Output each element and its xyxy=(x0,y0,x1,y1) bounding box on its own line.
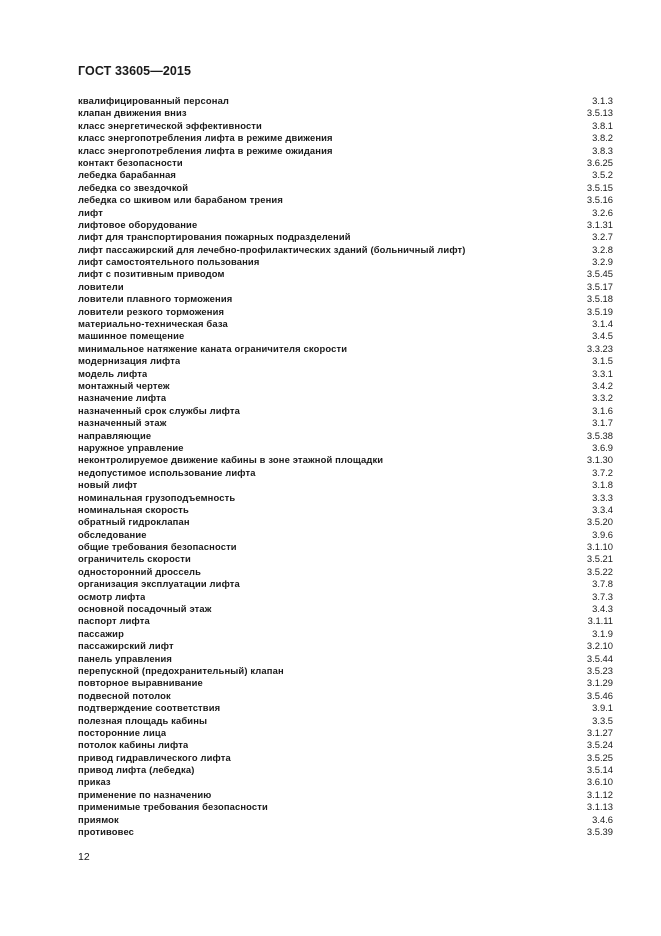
index-ref-number: 3.6.25 xyxy=(586,156,613,168)
index-entry xyxy=(78,132,613,144)
index-term: организация эксплуатации лифта xyxy=(78,578,240,590)
index-entry xyxy=(78,281,613,293)
index-ref-number: 3.3.23 xyxy=(586,342,613,354)
index-term: обследование xyxy=(78,528,147,540)
index-entry xyxy=(78,120,613,132)
index-ref-number: 3.9.1 xyxy=(592,702,613,714)
index-entry xyxy=(78,380,613,392)
index-entry xyxy=(78,207,613,219)
index-ref-number: 3.5.19 xyxy=(586,305,613,317)
index-entry xyxy=(78,529,613,541)
index-entry xyxy=(78,182,613,194)
index-ref-number: 3.9.6 xyxy=(592,528,613,540)
index-term: привод гидравлического лифта xyxy=(78,751,231,763)
index-ref-number: 3.8.3 xyxy=(592,144,613,156)
index-term: номинальная скорость xyxy=(78,503,189,515)
index-term: наружное управление xyxy=(78,441,184,453)
index-term: приказ xyxy=(78,776,111,788)
index-entry xyxy=(78,727,613,739)
index-ref-number: 3.6.9 xyxy=(592,441,613,453)
index-ref-number: 3.5.39 xyxy=(586,826,613,838)
index-ref-number: 3.7.8 xyxy=(592,578,613,590)
index-term: лебедка барабанная xyxy=(78,169,177,181)
index-term: привод лифта (лебедка) xyxy=(78,764,195,776)
index-term: применимые требования безопасности xyxy=(78,801,268,813)
index-entry xyxy=(78,169,613,181)
index-term: новый лифт xyxy=(78,479,138,491)
index-term: ловители резкого торможения xyxy=(78,305,225,317)
index-entry xyxy=(78,801,613,813)
index-ref-number: 3.7.3 xyxy=(592,590,613,602)
index-entry xyxy=(78,752,613,764)
index-term: модель лифта xyxy=(78,367,148,379)
index-term: полезная площадь кабины xyxy=(78,714,208,726)
index-term: общие требования безопасности xyxy=(78,541,237,553)
index-entry xyxy=(78,244,613,256)
index-ref-number: 3.1.30 xyxy=(586,454,613,466)
index-ref-number: 3.1.27 xyxy=(586,726,613,738)
index-entry xyxy=(78,492,613,504)
index-ref-number: 3.7.2 xyxy=(592,466,613,478)
index-term: ловители xyxy=(78,280,124,292)
index-entry xyxy=(78,591,613,603)
index-ref-number: 3.2.7 xyxy=(592,231,613,243)
index-ref-number: 3.6.10 xyxy=(586,776,613,788)
index-ref-number: 3.5.17 xyxy=(586,280,613,292)
index-ref-number: 3.5.38 xyxy=(586,429,613,441)
index-ref-number: 3.2.9 xyxy=(592,256,613,268)
index-ref-number: 3.4.5 xyxy=(592,330,613,342)
index-entry xyxy=(78,789,613,801)
index-entry xyxy=(78,479,613,491)
index-entry xyxy=(78,256,613,268)
index-term: лифт для транспортирования пожарных подразделений xyxy=(78,231,351,243)
index-entry xyxy=(78,194,613,206)
index-entry xyxy=(78,318,613,330)
index-term: подвесной потолок xyxy=(78,689,171,701)
index-entry xyxy=(78,739,613,751)
index-entry xyxy=(78,454,613,466)
index-term: назначение лифта xyxy=(78,392,167,404)
index-term: лифтовое оборудование xyxy=(78,218,198,230)
index-entry xyxy=(78,814,613,826)
index-entry xyxy=(78,219,613,231)
index-ref-number: 3.2.8 xyxy=(592,243,613,255)
index-term: ловители плавного торможения xyxy=(78,293,233,305)
index-term: клапан движения вниз xyxy=(78,107,187,119)
index-ref-number: 3.3.5 xyxy=(592,714,613,726)
index-entry xyxy=(78,355,613,367)
index-term: материально-техническая база xyxy=(78,318,228,330)
index-term: подтверждение соответствия xyxy=(78,702,221,714)
index-term: лифт пассажирский для лечебно-профилактических зданий (больничный лифт) xyxy=(78,243,466,255)
index-ref-number: 3.1.9 xyxy=(592,627,613,639)
index-ref-number: 3.4.6 xyxy=(592,813,613,825)
index-entry xyxy=(78,628,613,640)
index-ref-number: 3.5.21 xyxy=(586,553,613,565)
index-ref-number: 3.3.3 xyxy=(592,491,613,503)
index-ref-number: 3.3.4 xyxy=(592,503,613,515)
index-term: лифт xyxy=(78,206,103,218)
index-ref-number: 3.1.12 xyxy=(586,788,613,800)
index-term: лифт с позитивным приводом xyxy=(78,268,225,280)
index-term: минимальное натяжение каната ограничителя скорости xyxy=(78,342,348,354)
index-entry xyxy=(78,541,613,553)
index-term: квалифицированный персонал xyxy=(78,95,230,106)
index-ref-number: 3.2.10 xyxy=(586,640,613,652)
index-ref-number: 3.5.13 xyxy=(586,107,613,119)
index-term: ограничитель скорости xyxy=(78,553,191,565)
index-term: односторонний дроссель xyxy=(78,565,202,577)
index-term: посторонние лица xyxy=(78,726,167,738)
index-entry xyxy=(78,442,613,454)
index-ref-number: 3.2.6 xyxy=(592,206,613,218)
index-term: недопустимое использование лифта xyxy=(78,466,256,478)
index-term: неконтролируемое движение кабины в зоне этажной площадки xyxy=(78,454,384,466)
index-term: класс энергетической эффективности xyxy=(78,119,262,131)
index-entry xyxy=(78,330,613,342)
index-entry xyxy=(78,157,613,169)
index-entry xyxy=(78,776,613,788)
index-term: повторное выравнивание xyxy=(78,677,203,689)
index-ref-number: 3.8.2 xyxy=(592,132,613,144)
index-entry xyxy=(78,653,613,665)
index-entry xyxy=(78,392,613,404)
document-header: ГОСТ 33605—2015 xyxy=(78,64,192,78)
index-term: назначенный этаж xyxy=(78,417,167,429)
index-entry xyxy=(78,368,613,380)
index-entry xyxy=(78,826,613,838)
index-ref-number: 3.1.6 xyxy=(592,404,613,416)
index-term: обратный гидроклапан xyxy=(78,516,190,528)
index-ref-number: 3.1.5 xyxy=(592,355,613,367)
index-ref-number: 3.5.45 xyxy=(586,268,613,280)
index-term: перепускной (предохранительный) клапан xyxy=(78,664,284,676)
index-ref-number: 3.1.11 xyxy=(587,615,613,627)
index-entry xyxy=(78,578,613,590)
index-ref-number: 3.5.23 xyxy=(586,664,613,676)
index-ref-number: 3.1.29 xyxy=(586,677,613,689)
index-ref-number: 3.1.10 xyxy=(586,541,613,553)
index-ref-number: 3.5.44 xyxy=(586,652,613,664)
index-ref-number: 3.5.24 xyxy=(586,739,613,751)
index-term: класс энергопотребления лифта в режиме движения xyxy=(78,132,333,144)
index-entry xyxy=(78,293,613,305)
index-entry xyxy=(78,615,613,627)
index-ref-number: 3.5.46 xyxy=(586,689,613,701)
index-term: основной посадочный этаж xyxy=(78,603,212,615)
index-term: класс энергопотребления лифта в режиме ожидания xyxy=(78,144,333,156)
index-term: лифт самостоятельного пользования xyxy=(78,256,260,268)
index-term: контакт безопасности xyxy=(78,156,183,168)
index-term: пассажир xyxy=(78,627,124,639)
index-entry xyxy=(78,677,613,689)
index-term: противовес xyxy=(78,826,135,838)
index-entry xyxy=(78,231,613,243)
index-ref-number: 3.5.18 xyxy=(586,293,613,305)
index-entry xyxy=(78,702,613,714)
index-entry xyxy=(78,516,613,528)
index-term: номинальная грузоподъемность xyxy=(78,491,236,503)
index-entry xyxy=(78,405,613,417)
term-index-list xyxy=(78,95,613,838)
index-ref-number: 3.5.22 xyxy=(586,565,613,577)
index-entry xyxy=(78,566,613,578)
page-number: 12 xyxy=(78,851,90,863)
index-entry xyxy=(78,306,613,318)
index-ref-number: 3.1.13 xyxy=(586,801,613,813)
index-term: машинное помещение xyxy=(78,330,185,342)
index-entry xyxy=(78,430,613,442)
index-ref-number: 3.5.25 xyxy=(586,751,613,763)
index-entry xyxy=(78,107,613,119)
index-ref-number: 3.4.2 xyxy=(592,379,613,391)
index-entry xyxy=(78,504,613,516)
index-ref-number: 3.1.4 xyxy=(592,318,613,330)
index-ref-number: 3.5.2 xyxy=(592,169,613,181)
index-entry xyxy=(78,640,613,652)
index-term: лебедка со шкивом или барабаном трения xyxy=(78,194,283,206)
index-ref-number: 3.5.16 xyxy=(586,194,613,206)
index-term: приямок xyxy=(78,813,119,825)
index-term: направляющие xyxy=(78,429,152,441)
index-term: лебедка со звездочкой xyxy=(78,181,189,193)
index-term: паспорт лифта xyxy=(78,615,150,627)
index-entry xyxy=(78,553,613,565)
index-term: панель управления xyxy=(78,652,173,664)
index-term: применение по назначению xyxy=(78,788,212,800)
index-entry xyxy=(78,603,613,615)
index-entry xyxy=(78,417,613,429)
index-ref-number: 3.8.1 xyxy=(592,119,613,131)
index-entry xyxy=(78,145,613,157)
index-ref-number: 3.3.2 xyxy=(592,392,613,404)
index-ref-number: 3.4.3 xyxy=(592,603,613,615)
index-term: пассажирский лифт xyxy=(78,640,174,652)
index-ref-number: 3.5.15 xyxy=(586,181,613,193)
index-ref-number: 3.5.20 xyxy=(586,516,613,528)
index-entry xyxy=(78,268,613,280)
index-ref-number: 3.3.1 xyxy=(592,367,613,379)
index-ref-number: 3.1.7 xyxy=(592,417,613,429)
index-entry xyxy=(78,467,613,479)
index-ref-number: 3.1.8 xyxy=(592,479,613,491)
index-entry xyxy=(78,343,613,355)
index-term: монтажный чертеж xyxy=(78,379,170,391)
index-term: потолок кабины лифта xyxy=(78,739,189,751)
index-entry xyxy=(78,665,613,677)
index-entry xyxy=(78,715,613,727)
index-term: осмотр лифта xyxy=(78,590,146,602)
index-entry xyxy=(78,95,613,107)
index-ref-number: 3.1.31 xyxy=(586,218,613,230)
index-entry xyxy=(78,764,613,776)
index-term: назначенный срок службы лифта xyxy=(78,404,240,416)
index-term: модернизация лифта xyxy=(78,355,181,367)
index-entry xyxy=(78,690,613,702)
index-ref-number: 3.5.14 xyxy=(586,764,613,776)
index-ref-number: 3.1.3 xyxy=(592,95,613,106)
